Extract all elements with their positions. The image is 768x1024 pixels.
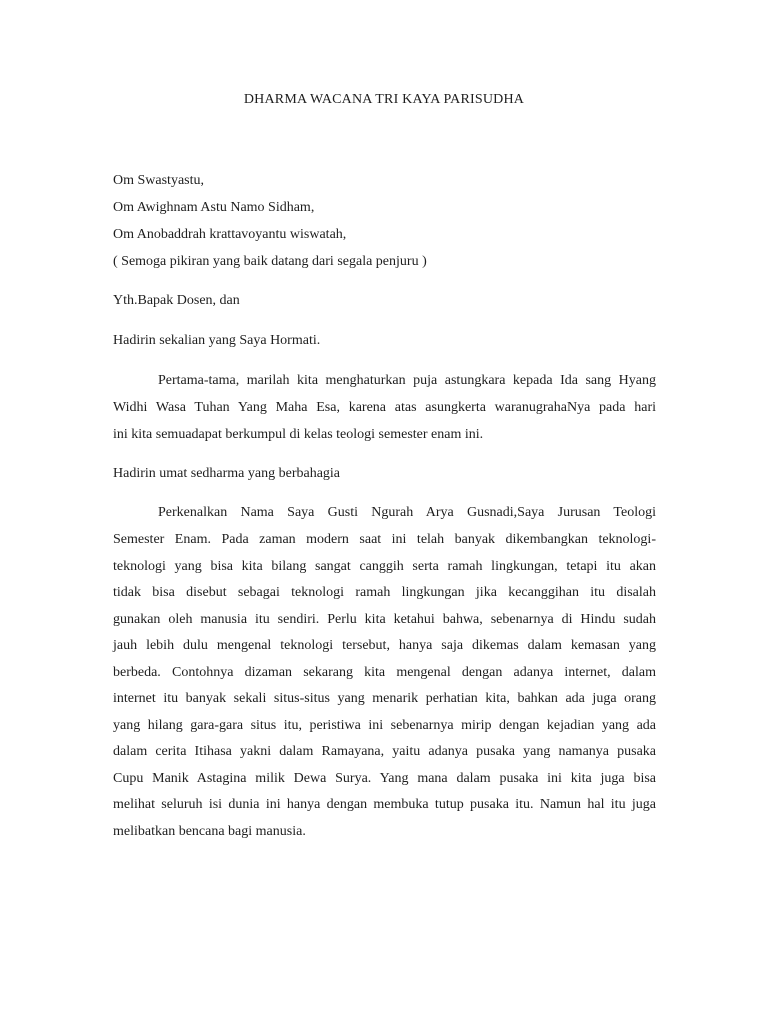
- greeting-line-2: Om Awighnam Astu Namo Sidham,: [113, 200, 315, 215]
- paragraph-2-line-10: dalam cerita Itihasa yakni dalam Ramayana, yaitu adanya pusaka yang namanya pusaka: [113, 744, 656, 759]
- paragraph-2-line-11: Cupu Manik Astagina milik Dewa Surya. Yang mana dalam pusaka ini kita juga bisa: [113, 771, 656, 786]
- paragraph-2-line-2: Semester Enam. Pada zaman modern saat ini telah banyak dikembangkan teknologi-: [113, 532, 656, 547]
- paragraph-2-line-6: jauh lebih dulu mengenal teknologi tersebut, hanya saja dikemas dalam kemasan yang: [113, 638, 656, 653]
- paragraph-1-line-2: Widhi Wasa Tuhan Yang Maha Esa, karena atas asungkerta waranugrahaNya pada hari: [113, 400, 656, 415]
- paragraph-2-line-3: teknologi yang bisa kita bilang sangat canggih serta ramah lingkungan, tetapi itu akan: [113, 559, 656, 574]
- paragraph-1-line-3: ini kita semuadapat berkumpul di kelas teologi semester enam ini.: [113, 427, 484, 442]
- paragraph-2-line-8: internet itu banyak sekali situs-situs yang menarik perhatian kita, bahkan ada juga orang: [113, 691, 656, 706]
- address-line-2: Hadirin sekalian yang Saya Hormati.: [113, 333, 321, 348]
- address-line-3: Hadirin umat sedharma yang berbahagia: [113, 466, 341, 481]
- paragraph-2-line-4: tidak bisa disebut sebagai teknologi ramah lingkungan jika kecanggihan itu disalah: [113, 585, 656, 600]
- paragraph-2-line-13: melibatkan bencana bagi manusia.: [113, 824, 306, 839]
- paragraph-1-line-1: Pertama-tama, marilah kita menghaturkan puja astungkara kepada Ida sang Hyang: [158, 373, 656, 388]
- address-line-1: Yth.Bapak Dosen, dan: [113, 293, 240, 308]
- paragraph-2-line-12: melihat seluruh isi dunia ini hanya dengan membuka tutup pusaka itu. Namun hal itu juga: [113, 797, 656, 812]
- paragraph-2-line-7: berbeda. Contohnya dizaman sekarang kita mengenal dengan adanya internet, dalam: [113, 665, 656, 680]
- document-title: DHARMA WACANA TRI KAYA PARISUDHA: [243, 92, 525, 107]
- paragraph-2-line-1: Perkenalkan Nama Saya Gusti Ngurah Arya Gusnadi,Saya Jurusan Teologi: [158, 505, 656, 520]
- greeting-line-1: Om Swastyastu,: [113, 173, 204, 188]
- paragraph-2-line-5: gunakan oleh manusia itu sendiri. Perlu kita ketahui bahwa, sebenarnya di Hindu sudah: [113, 612, 656, 627]
- paragraph-2-line-9: yang hilang gara-gara situs itu, peristiwa ini sebenarnya mirip dengan kejadian yang ada: [113, 718, 656, 733]
- greeting-line-3: Om Anobaddrah krattavoyantu wiswatah,: [113, 227, 347, 242]
- greeting-line-4: ( Semoga pikiran yang baik datang dari segala penjuru ): [113, 254, 427, 269]
